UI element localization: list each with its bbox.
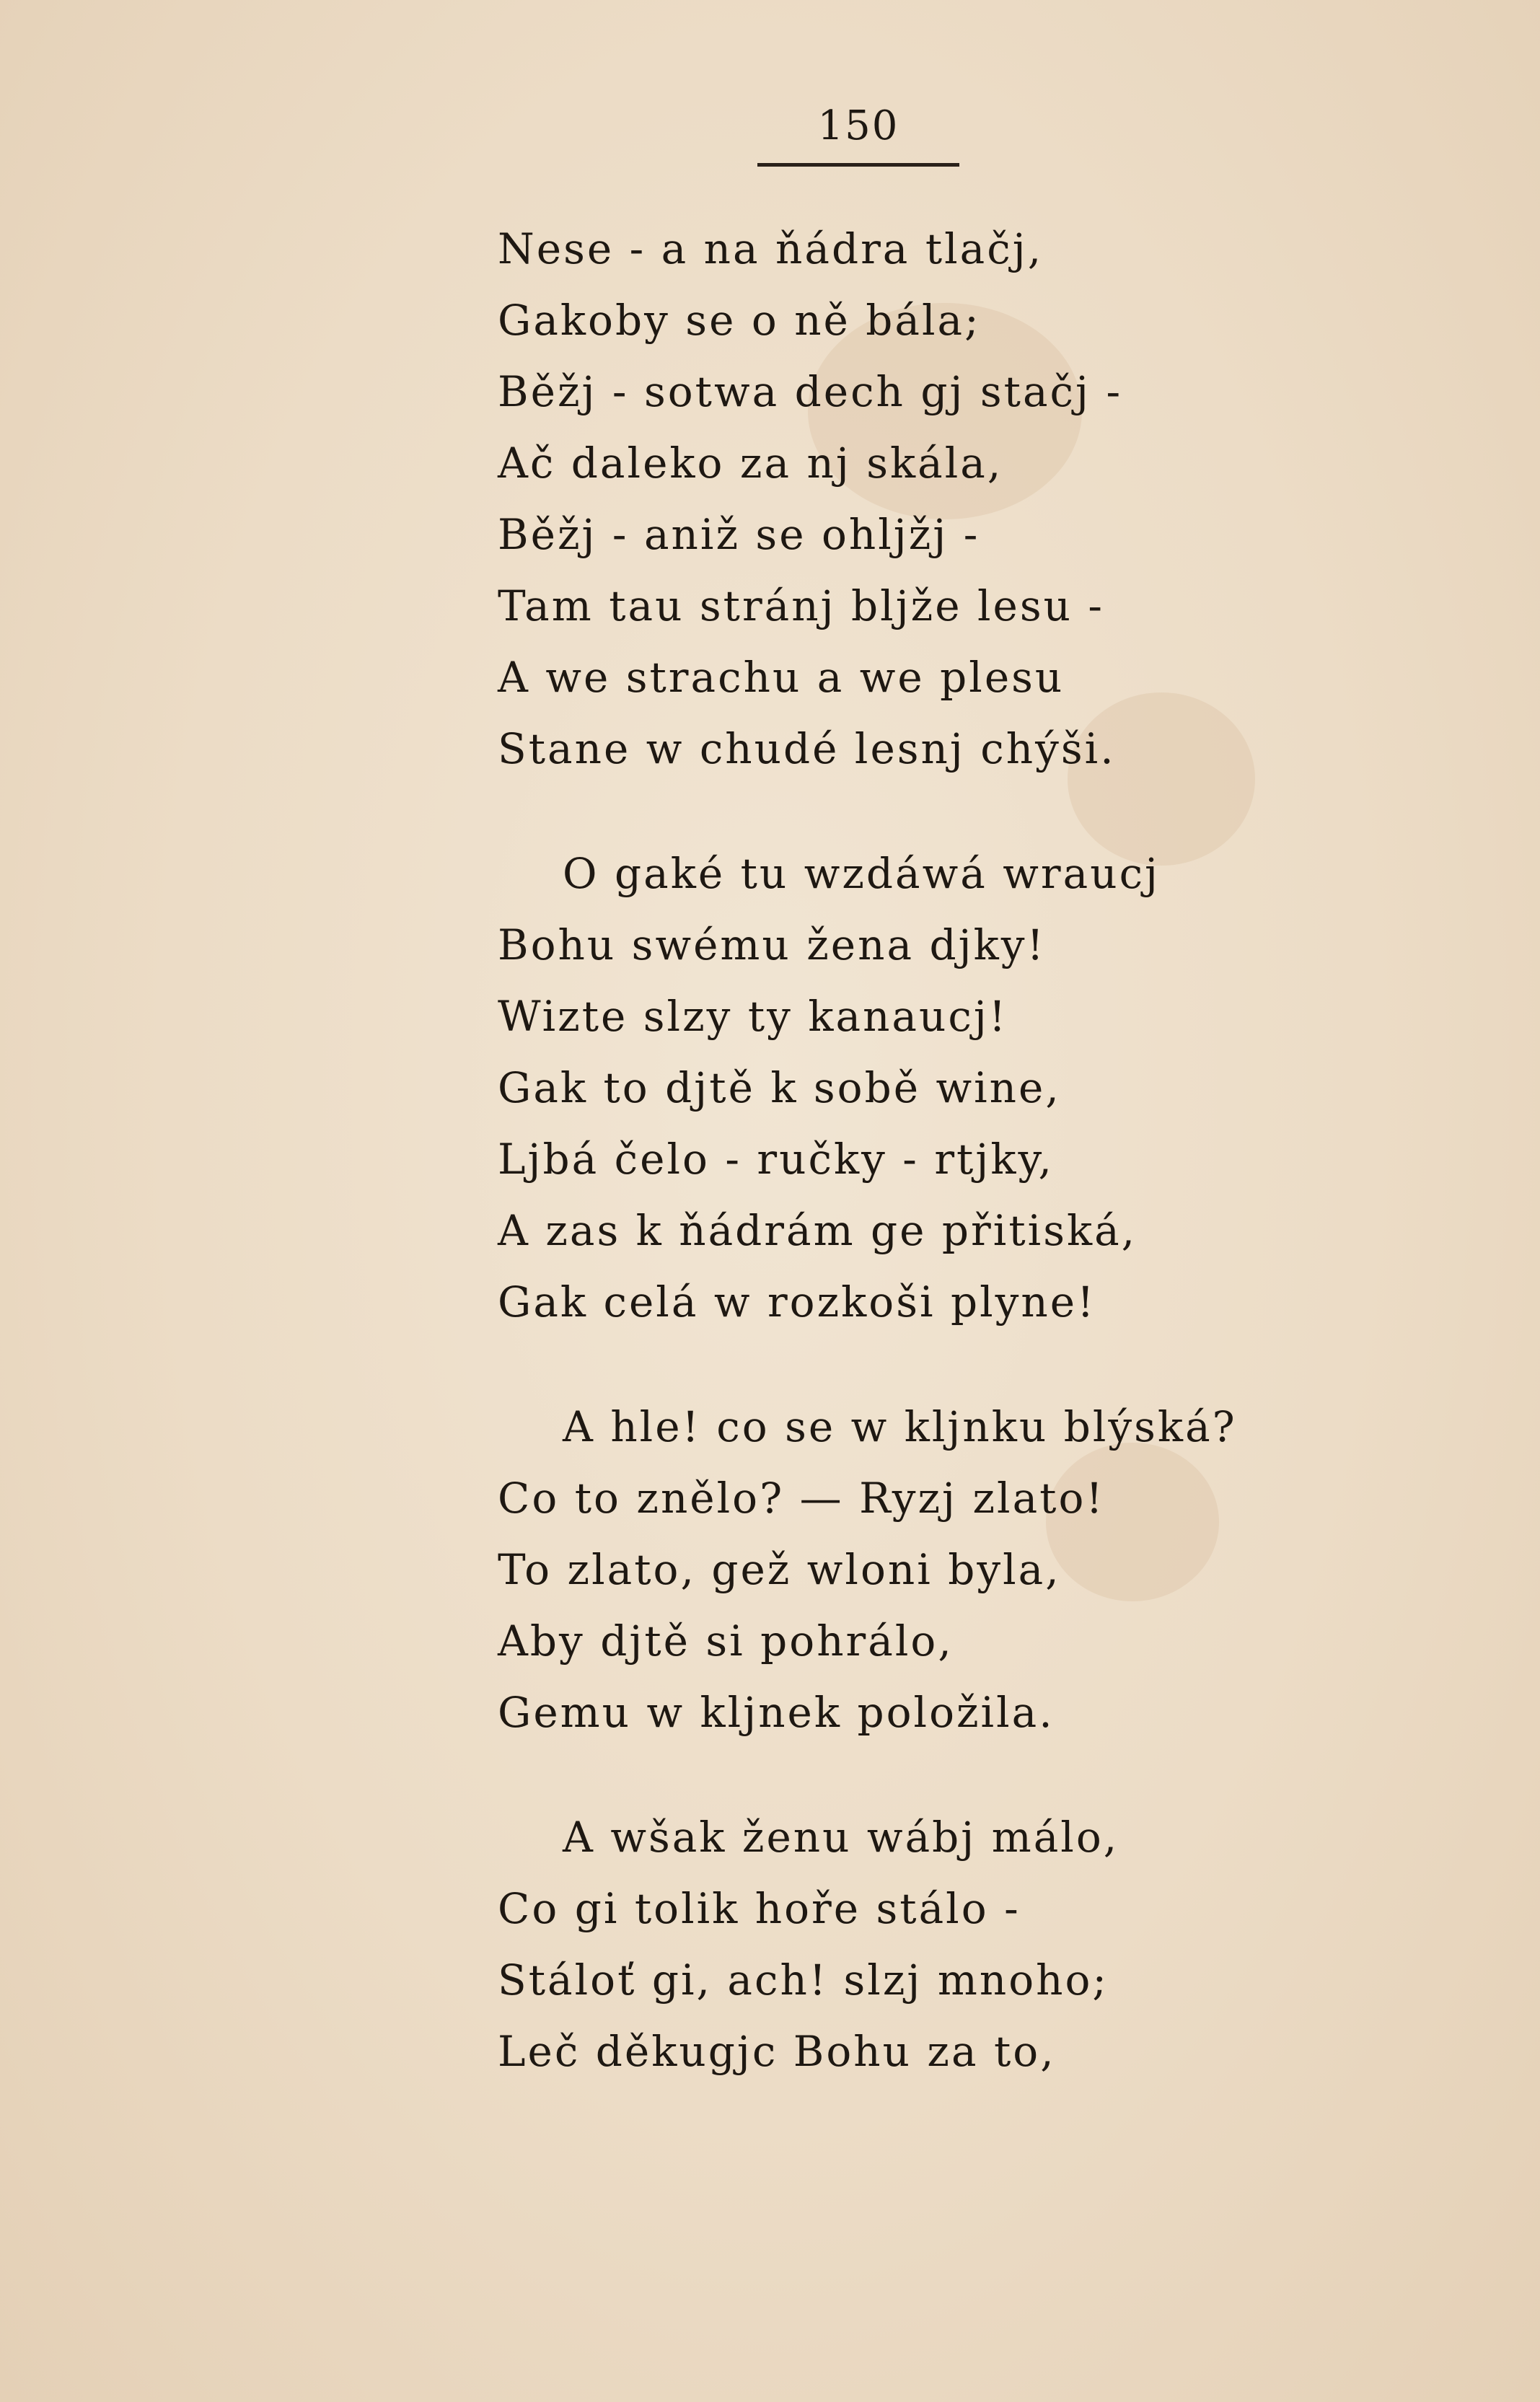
- verse-line: Ljbá čelo - ručky - rtjky,: [498, 1135, 1054, 1184]
- page-number: 150: [817, 102, 899, 149]
- verse-line: Stáloť gi, ach! slzj mnoho;: [498, 1956, 1109, 2005]
- verse-line: Běžj - sotwa dech gj stačj -: [498, 367, 1123, 416]
- verse-line: A wšak ženu wábj málo,: [563, 1813, 1119, 1862]
- verse-line: Ač daleko za nj skála,: [498, 439, 1003, 488]
- verse-line: A we strachu a we plesu: [498, 653, 1065, 702]
- verse-line: Gemu w kljnek položila.: [498, 1688, 1055, 1737]
- verse-line: Tam tau stránj bljže lesu -: [498, 581, 1105, 630]
- verse-line: To zlato, gež wloni byla,: [498, 1545, 1061, 1594]
- poem-text: [498, 214, 1349, 2141]
- verse-line: Aby djtě si pohrálo,: [498, 1616, 954, 1666]
- verse-line: Gak celá w rozkoši plyne!: [498, 1277, 1096, 1327]
- verse-line: Stane w chudé lesnj chýši.: [498, 724, 1116, 773]
- verse-line: Leč děkugjc Bohu za to,: [498, 2027, 1056, 2076]
- verse-line: A hle! co se w kljnku blýská?: [563, 1402, 1237, 1451]
- verse-line: Co to znělo? — Ryzj zlato!: [498, 1474, 1105, 1523]
- stanza: [498, 1802, 1349, 2088]
- header-rule: [757, 163, 959, 167]
- stanza: [498, 1391, 1349, 1748]
- verse-line: A zas k ňádrám ge přitiská,: [498, 1206, 1138, 1255]
- verse-line: Nese - a na ňádra tlačj,: [498, 224, 1044, 273]
- stanza: [498, 214, 1349, 785]
- verse-line: O gaké tu wzdáwá wraucj: [563, 849, 1161, 898]
- verse-line: Běžj - aniž se ohljžj -: [498, 510, 980, 559]
- stanza: [498, 838, 1349, 1338]
- verse-line: Gak to djtě k sobě wine,: [498, 1063, 1061, 1112]
- verse-line: Co gi tolik hoře stálo -: [498, 1884, 1021, 1933]
- verse-line: Wizte slzy ty kanaucj!: [498, 992, 1008, 1041]
- verse-line: Bohu swému žena djky!: [498, 920, 1046, 969]
- verse-line: Gakoby se o ně bála;: [498, 296, 981, 345]
